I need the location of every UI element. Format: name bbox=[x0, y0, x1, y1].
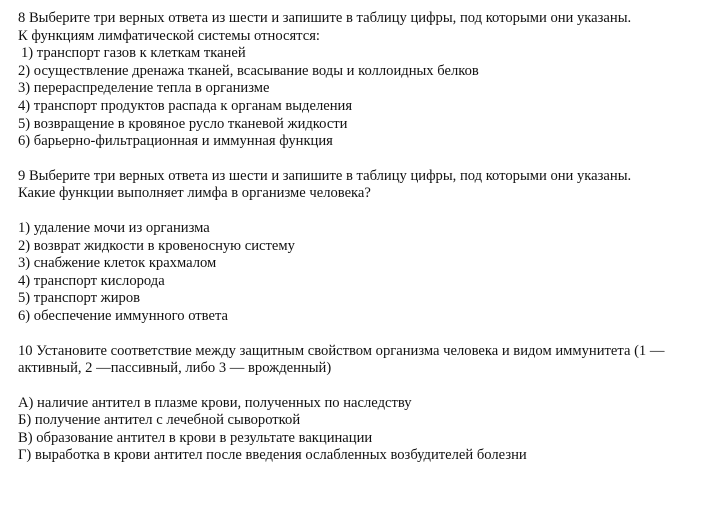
question-10-option-v: В) образование антител в крови в результате вакцинации bbox=[18, 429, 373, 446]
question-10-option-b: Б) получение антител с лечебной сывороткой bbox=[18, 412, 301, 429]
question-8-option-1: 1) транспорт газов к клеткам тканей bbox=[21, 45, 246, 62]
question-10-instruction-line-1: 10 Установите соответствие между защитным свойством организма человека и видом иммунитета (1 — bbox=[18, 342, 665, 359]
question-9 bbox=[18, 168, 712, 326]
question-8 bbox=[18, 10, 712, 151]
question-9-option-6: 6) обеспечение иммунного ответа bbox=[18, 307, 228, 324]
question-9-option-1: 1) удаление мочи из организма bbox=[18, 219, 210, 236]
question-8-option-4: 4) транспорт продуктов распада к органам выделения bbox=[18, 97, 353, 114]
question-9-option-5: 5) транспорт жиров bbox=[18, 290, 141, 307]
question-10-instruction-line-2: активный, 2 —пассивный, либо 3 — врожденный) bbox=[18, 360, 332, 377]
question-9-option-3: 3) снабжение клеток крахмалом bbox=[18, 255, 217, 272]
question-8-option-6: 6) барьерно-фильтрационная и иммунная функция bbox=[18, 133, 333, 150]
question-8-option-2: 2) осуществление дренажа тканей, всасывание воды и коллоидных белков bbox=[18, 62, 479, 79]
question-9-option-2: 2) возврат жидкости в кровеносную систему bbox=[18, 237, 295, 254]
question-9-option-4: 4) транспорт кислорода bbox=[18, 272, 165, 289]
question-8-instruction: 8 Выберите три верных ответа из шести и запишите в таблицу цифры, под которыми они указаны. bbox=[18, 10, 632, 26]
question-9-text: Какие функции выполняет лимфа в организме человека? bbox=[18, 185, 371, 202]
question-10 bbox=[18, 343, 712, 466]
question-9-instruction: 9 Выберите три верных ответа из шести и запишите в таблицу цифры, под которыми они указаны. bbox=[18, 167, 632, 184]
question-8-text: К функциям лимфатической системы относятся: bbox=[18, 27, 320, 44]
question-10-option-g: Г) выработка в крови антител после введения ослабленных возбудителей болезни bbox=[18, 447, 527, 464]
question-8-option-5: 5) возвращение в кровяное русло тканевой жидкости bbox=[18, 115, 348, 132]
question-10-option-a: А) наличие антител в плазме крови, полученных по наследству bbox=[18, 394, 412, 411]
document-page bbox=[18, 10, 712, 465]
question-8-option-3: 3) перераспределение тепла в организме bbox=[18, 80, 270, 97]
